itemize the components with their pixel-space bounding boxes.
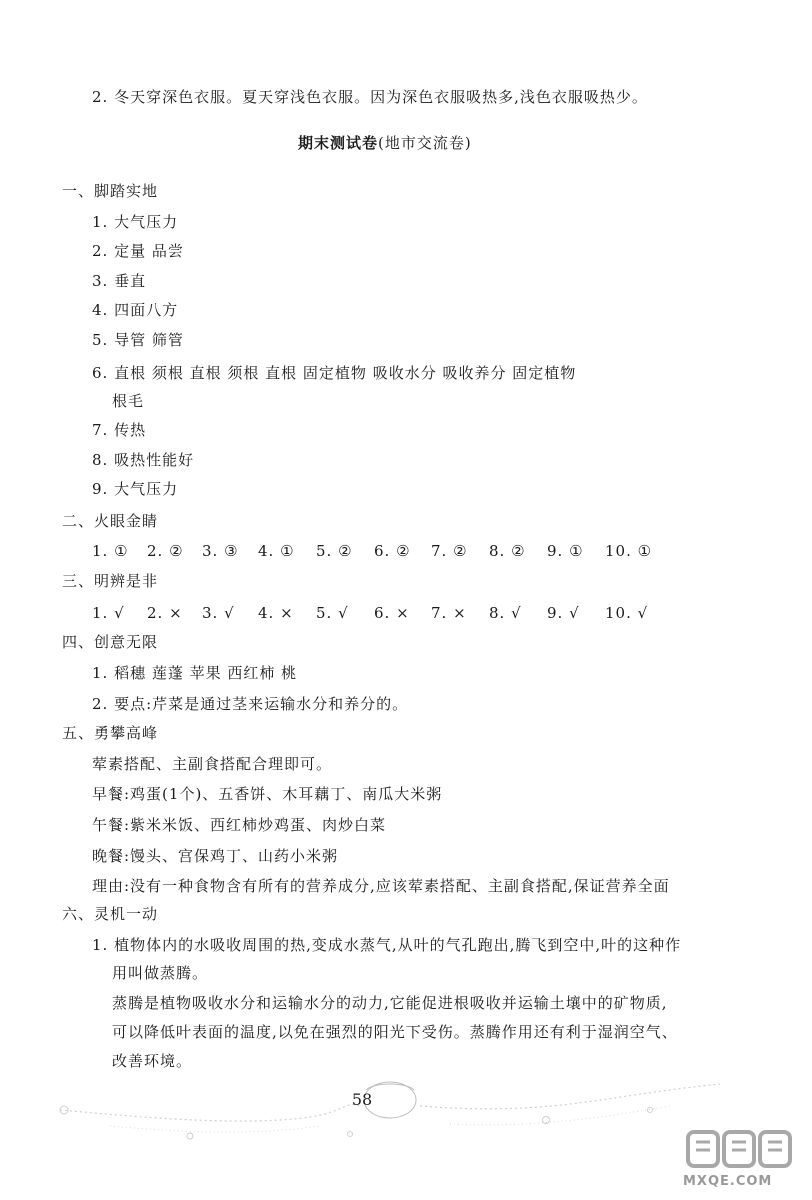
section-heading-6: 六、灵机一动 — [62, 905, 159, 923]
s2-answer: 5. ② — [316, 542, 353, 560]
s5-item: 理由:没有一种食物含有所有的营养成分,应该荤素搭配、主副食搭配,保证营养全面 — [92, 877, 670, 895]
s3-answer: 10. √ — [605, 604, 649, 622]
s6-item: 可以降低叶表面的温度,以免在强烈的阳光下受伤。蒸腾作用还有利于湿润空气、 — [112, 1023, 678, 1041]
s2-answer: 4. ① — [258, 542, 295, 560]
s3-answer: 8. √ — [489, 604, 522, 622]
s1-item: 7. 传热 — [92, 421, 147, 439]
s2-answer: 1. ① — [92, 542, 129, 560]
s3-answer: 4. × — [258, 604, 294, 622]
s1-item: 4. 四面八方 — [92, 301, 179, 319]
title-sub: (地市交流卷) — [378, 134, 472, 152]
s1-item: 5. 导管 筛管 — [92, 331, 184, 349]
s3-answer: 5. √ — [316, 604, 349, 622]
s1-item: 8. 吸热性能好 — [92, 451, 195, 469]
page-title — [298, 132, 472, 154]
s3-answer: 3. √ — [202, 604, 235, 622]
s1-item: 9. 大气压力 — [92, 480, 179, 498]
section-heading-2: 二、火眼金睛 — [62, 512, 159, 530]
section-heading-1: 一、脚踏实地 — [62, 182, 159, 200]
s2-answer: 3. ③ — [202, 542, 239, 560]
s1-item: 3. 垂直 — [92, 272, 147, 290]
page-number: 58 — [351, 1090, 373, 1109]
s6-item: 用叫做蒸腾。 — [112, 964, 209, 982]
s5-item: 早餐:鸡蛋(1个)、五香饼、木耳藕丁、南瓜大米粥 — [92, 785, 443, 803]
s4-item: 2. 要点:芹菜是通过茎来运输水分和养分的。 — [92, 695, 409, 713]
s2-answer: 7. ② — [431, 542, 468, 560]
s2-answer: 6. ② — [374, 542, 411, 560]
s6-item: 蒸腾是植物吸收水分和运输水分的动力,它能促进根吸收并运输土壤中的矿物质, — [112, 994, 668, 1012]
s1-item: 6. 直根 须根 直根 须根 直根 固定植物 吸收水分 吸收养分 固定植物 — [92, 364, 577, 382]
s2-answer: 8. ② — [489, 542, 526, 560]
watermark-text: MXQE.COM — [683, 1174, 773, 1189]
watermark-logo — [660, 1128, 810, 1200]
section-heading-3: 三、明辨是非 — [62, 572, 159, 590]
s3-answer: 7. × — [431, 604, 467, 622]
section-heading-4: 四、创意无限 — [62, 633, 159, 651]
s6-item: 改善环境。 — [112, 1052, 193, 1070]
s2-answer: 9. ① — [547, 542, 584, 560]
intro-line: 2. 冬天穿深色衣服。夏天穿浅色衣服。因为深色衣服吸热多,浅色衣服吸热少。 — [92, 88, 648, 106]
s1-item: 根毛 — [112, 392, 145, 410]
s3-answer: 6. × — [374, 604, 410, 622]
section-heading-5: 五、勇攀高峰 — [62, 724, 159, 742]
s3-answer: 2. × — [147, 604, 183, 622]
s5-item: 荤素搭配、主副食搭配合理即可。 — [92, 755, 333, 773]
s5-item: 午餐:紫米米饭、西红柿炒鸡蛋、肉炒白菜 — [92, 816, 387, 834]
s2-answer: 10. ① — [605, 542, 653, 560]
s4-item: 1. 稻穗 莲蓬 苹果 西红柿 桃 — [92, 664, 298, 682]
s1-item: 2. 定量 品尝 — [92, 242, 184, 260]
s3-answer: 9. √ — [547, 604, 580, 622]
s2-answer: 2. ② — [147, 542, 184, 560]
s5-item: 晚餐:馒头、宫保鸡丁、山药小米粥 — [92, 847, 339, 865]
s6-item: 1. 植物体内的水吸收周围的热,变成水蒸气,从叶的气孔跑出,腾飞到空中,叶的这种作 — [92, 936, 682, 954]
s1-item: 1. 大气压力 — [92, 213, 179, 231]
s3-answer: 1. √ — [92, 604, 125, 622]
title-main: 期末测试卷 — [298, 134, 379, 152]
